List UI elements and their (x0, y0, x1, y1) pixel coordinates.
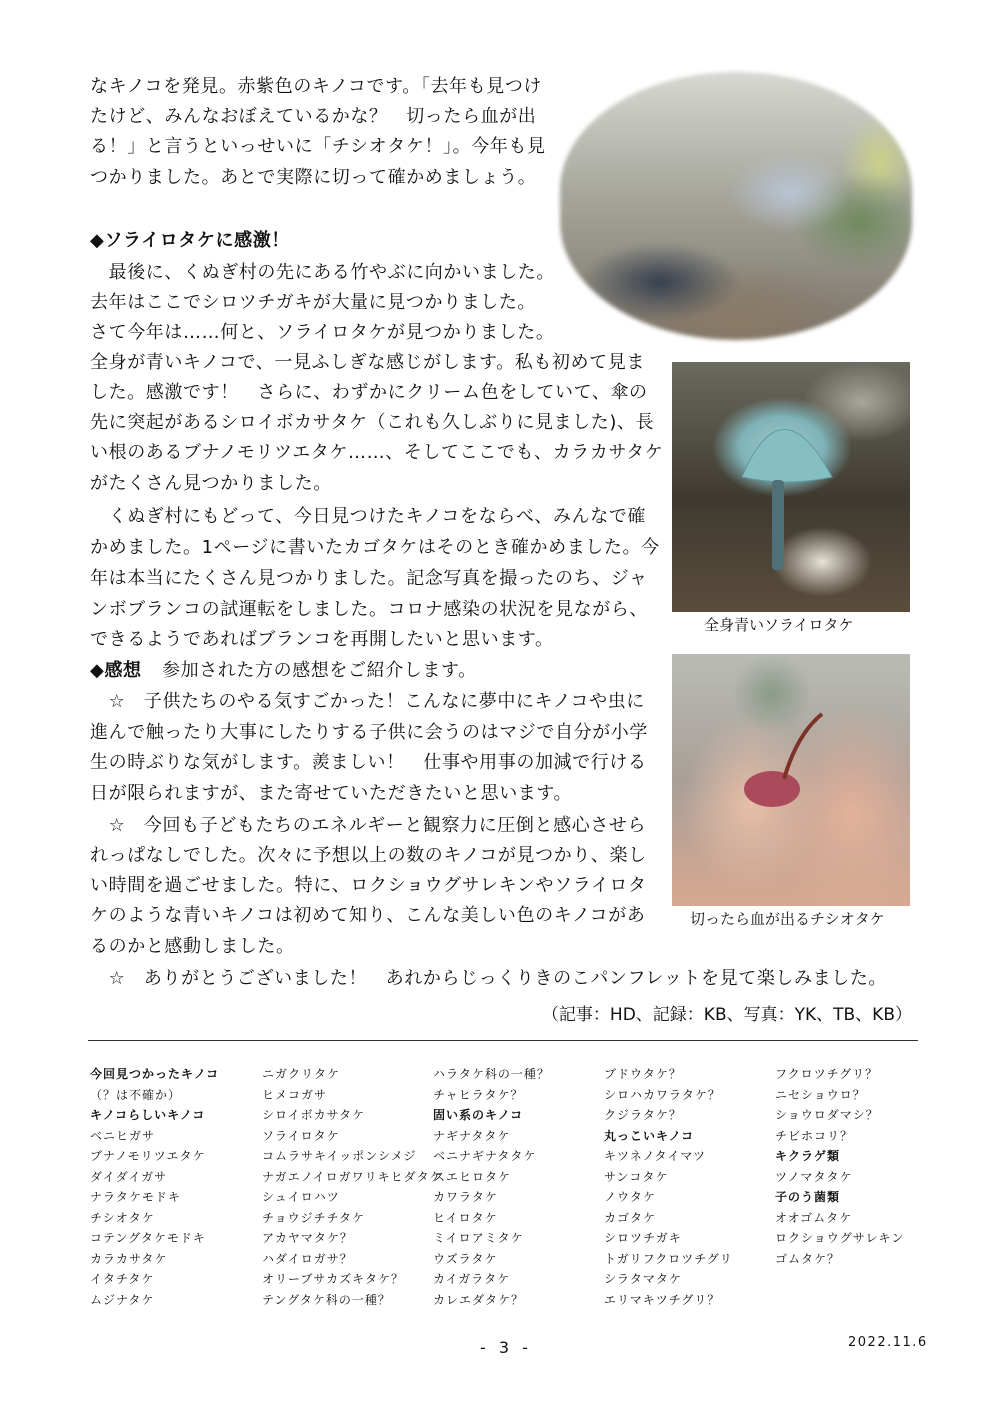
credit-line: （記事：HD、記録：KB、写真：YK、TB、KB） (541, 1005, 912, 1025)
mushroom-item: ソライロタケ (262, 1128, 340, 1143)
section-heading-kansou: ◆感想 (90, 660, 142, 681)
mushroom-item: コテングタケモドキ (90, 1231, 206, 1245)
mushroom-item: ダイダイガサ (90, 1169, 168, 1184)
body-line: 去年はここでシロツチガキが大量に見つかりました。 (90, 292, 537, 313)
mushroom-item: カレエダタケ？ (433, 1292, 525, 1307)
mushroom-item: シュイロハツ (262, 1190, 340, 1204)
mushroom-category: 子のう菌類 (775, 1190, 841, 1204)
body-line: ンボブランコの試運転をしました。コロナ感染の状況を見ながら、 (90, 599, 648, 620)
mushroom-item: ニガクリタケ (262, 1067, 341, 1081)
body-line: たけど、みんなおぼえているかな？ 切ったら血が出 (90, 106, 537, 127)
mushroom-category: キクラゲ類 (775, 1149, 841, 1163)
body-line: 進んで触ったり大事にしたりする子供に会うのはマジで自分が小学 (90, 722, 648, 743)
body-line: い根のあるブナノモリツエタケ……、そしてここでも、カラカサタケ (90, 442, 664, 463)
mushroom-column-1 (90, 1064, 262, 1310)
page-number: - 3 - (480, 1338, 532, 1357)
mushroom-item: シロイボカサタケ (262, 1108, 366, 1122)
mushroom-item: カラカサタケ (90, 1251, 168, 1266)
mushroom-item: カワラタケ (433, 1190, 498, 1204)
body-line: れっぱなしでした。次々に予想以上の数のキノコが見つかり、楽し (90, 845, 647, 866)
mushroom-item: イタチタケ (90, 1272, 155, 1286)
mushroom-item: ウズラタケ (433, 1251, 498, 1266)
mushroom-item: キツネノタイマツ (604, 1149, 706, 1163)
red-mushroom-drawing (672, 654, 910, 906)
mushroom-item: コムラサキイッポンシメジ (262, 1149, 417, 1163)
body-line: した。感激です！ さらに、わずかにクリーム色をしていて、傘の (90, 382, 648, 403)
blue-mushroom-drawing (672, 362, 910, 612)
body-line: 最後に、くぬぎ村の先にある竹やぶに向かいました。 (90, 262, 555, 283)
body-line: つかりました。あとで実際に切って確かめましょう。 (90, 167, 537, 188)
mushroom-category: キノコらしいキノコ (90, 1108, 206, 1122)
mushroom-category: 固い系のキノコ (433, 1108, 524, 1122)
mushroom-item: ナラタケモドキ (90, 1190, 181, 1204)
body-line: ☆ 子供たちのやる気すごかった！こんなに夢中にキノコや虫に (90, 691, 645, 712)
issue-date: 2022.11.6 (848, 1335, 928, 1350)
mushroom-item: シロハカワラタケ？ (604, 1087, 721, 1102)
body-line: かめました。1ページに書いたカゴタケはそのとき確かめました。今 (90, 537, 660, 558)
mushroom-item: ベニヒガサ (90, 1128, 156, 1143)
body-line: ☆ 今回も子どもたちのエネルギーと観察力に圧倒と感心させら (90, 815, 647, 836)
body-line: 日が限られますが、また寄せていただきたいと思います。 (90, 783, 573, 804)
mushroom-item: ハラタケ科の一種？ (433, 1067, 550, 1081)
body-line: なキノコを発見。赤紫色のキノコです。「去年も見つけ (90, 76, 543, 97)
mushroom-item: ベニナギナタタケ (433, 1149, 537, 1163)
mushroom-item: ヒメコガサ (262, 1087, 328, 1102)
mushroom-item: ヒイロタケ (433, 1210, 498, 1225)
body-line: さて今年は……何と、ソライロタケが見つかりました。 (90, 322, 555, 343)
mushroom-column-4 (604, 1064, 776, 1310)
mushroom-item: トガリフクロツチグリ (604, 1251, 733, 1266)
mushroom-item: ゴムタケ？ (775, 1251, 841, 1266)
mushroom-item: ツノマタタケ (775, 1169, 853, 1184)
mushroom-item: カイガラタケ (433, 1272, 511, 1286)
mushroom-item: クジラタケ？ (604, 1108, 682, 1122)
body-line: 生の時ぶりな気がします。羨ましい！ 仕事や用事の加減で行ける (90, 752, 647, 773)
mushroom-item: チャヒラタケ？ (433, 1087, 524, 1102)
chishiotake-caption: 切ったら血が出るチシオタケ (690, 910, 885, 928)
group-photo (560, 72, 912, 340)
sorairotake-caption: 全身青いソライロタケ (704, 616, 854, 634)
body-line: 先に突起があるシロイボカサタケ（これも久しぶりに見ました)、長 (90, 412, 655, 433)
mushroom-item: テングタケ科の一種？ (262, 1292, 391, 1307)
mushroom-item: シラタマタケ (604, 1272, 682, 1286)
mushroom-item: ロクショウグサレキン (775, 1231, 905, 1245)
body-line: ケのような青いキノコは初めて知り、こんな美しい色のキノコがあ (90, 905, 646, 926)
body-line: る！」と言うといっせいに「チシオタケ！」。今年も見 (90, 136, 546, 157)
mushroom-item: ハダイロガサ？ (262, 1251, 353, 1266)
mushroom-category: 丸っこいキノコ (604, 1128, 695, 1143)
mushroom-item: ブドウタケ？ (604, 1067, 682, 1081)
mushroom-category: 今回見つかったキノコ (90, 1067, 220, 1081)
mushroom-item: ミイロアミタケ (433, 1231, 524, 1245)
mushroom-column-2 (262, 1064, 443, 1310)
mushroom-item: エリマキツチグリ？ (604, 1292, 721, 1307)
body-line: い時間を過ごせました。特に、ロクショウグサレキンやソライロタ (90, 875, 647, 896)
mushroom-column-5 (775, 1064, 947, 1269)
mushroom-item: チシオタケ (90, 1210, 155, 1225)
mushroom-item: ナガエノイロガワリキヒダタケ (262, 1169, 443, 1184)
mushroom-item: フクロツチグリ？ (775, 1067, 879, 1081)
section-heading-sorairotake: ◆ソライロタケに感激！ (90, 230, 290, 251)
mushroom-item: サンコタケ (604, 1169, 669, 1184)
body-line: るのかと感動しました。 (90, 936, 295, 957)
mushroom-item: カゴタケ (604, 1210, 657, 1225)
body-line: がたくさん見つかりました。 (90, 473, 332, 494)
mushroom-item: スエヒロタケ (433, 1169, 512, 1184)
chishiotake-photo (672, 654, 910, 906)
mushroom-item: ブナノモリツエタケ (90, 1149, 206, 1163)
body-line: くぬぎ村にもどって、今日見つけたキノコをならべ、みんなで確 (90, 506, 647, 527)
mushroom-item: アカヤマタケ？ (262, 1231, 353, 1245)
mushroom-item: チョウジチチタケ (262, 1210, 366, 1225)
mushroom-item: シロツチガキ (604, 1231, 682, 1245)
mushroom-item: オリーブサカズキタケ？ (262, 1272, 405, 1286)
mushroom-item: ショウロダマシ？ (775, 1108, 879, 1122)
mushroom-item: （？は不確か） (90, 1087, 182, 1102)
body-line: 全身が青いキノコで、一見ふしぎな感じがします。私も初めて見ま (90, 352, 645, 373)
body-line: 年は本当にたくさん見つかりました。記念写真を撮ったのち、ジャ (90, 568, 648, 589)
mushroom-item: ナギナタタケ (433, 1128, 511, 1143)
mushroom-item: ニセショウロ？ (775, 1087, 866, 1102)
sorairotake-photo (672, 362, 910, 612)
mushroom-item: ノウタケ (604, 1190, 656, 1204)
body-line: ☆ ありがとうございました！ あれからじっくりきのこパンフレットを見て楽しみました。 (90, 968, 888, 989)
body-line: 参加された方の感想をご紹介します。 (162, 660, 477, 681)
divider (88, 1040, 918, 1041)
mushroom-column-3 (433, 1064, 605, 1310)
mushroom-item: オオゴムタケ (775, 1210, 853, 1225)
mushroom-item: チビホコリ？ (775, 1128, 854, 1143)
mushroom-item: ムジナタケ (90, 1292, 155, 1307)
body-line: できるようであればブランコを再開したいと思います。 (90, 629, 554, 650)
